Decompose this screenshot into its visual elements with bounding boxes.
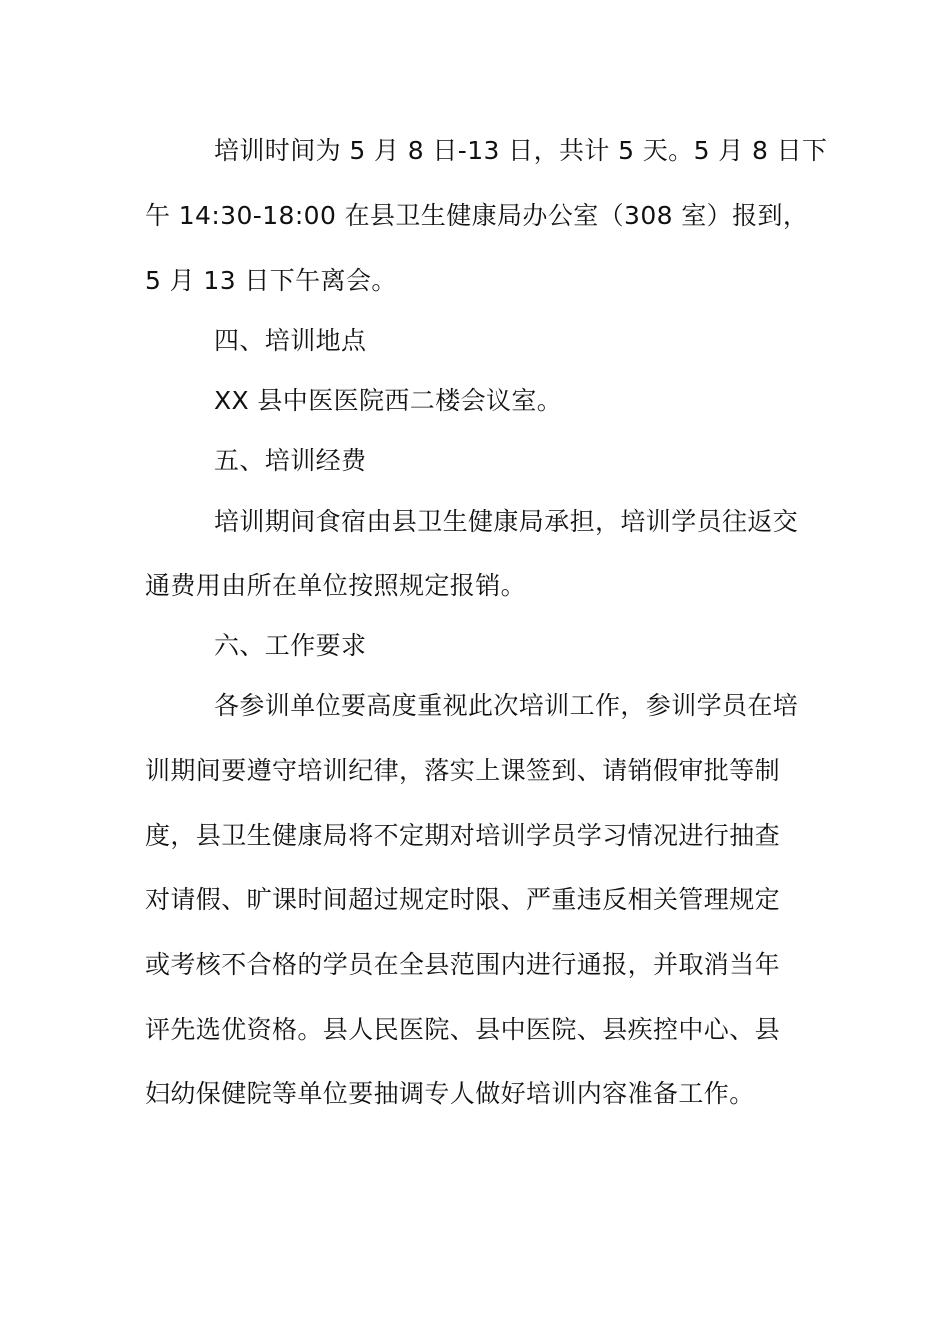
paragraph-requirements-line-7: 妇幼保健院等单位要抽调专人做好培训内容准备工作。 [145,1079,755,1108]
paragraph-funding-line-2: 通费用由所在单位按照规定报销。 [145,571,527,600]
paragraph-requirements-line-2: 训期间要遵守培训纪律，落实上课签到、请销假审批等制 [145,756,781,785]
paragraph-requirements-line-3: 度，县卫生健康局将不定期对培训学员学习情况进行抽查 [145,821,781,850]
paragraph-training-location: XX 县中医医院西二楼会议室。 [214,386,563,415]
heading-work-requirements: 六、工作要求 [214,631,367,660]
heading-training-location: 四、培训地点 [214,326,367,355]
paragraph-requirements-line-1: 各参训单位要高度重视此次培训工作，参训学员在培 [214,691,799,720]
paragraph-requirements-line-5: 或考核不合格的学员在全县范围内进行通报，并取消当年 [145,950,781,979]
paragraph-requirements-line-4: 对请假、旷课时间超过规定时限、严重违反相关管理规定 [145,885,781,914]
paragraph-training-time-line-2: 午 14:30-18:00 在县卫生健康局办公室（308 室）报到， [145,201,809,230]
paragraph-funding-line-1: 培训期间食宿由县卫生健康局承担，培训学员往返交 [214,507,799,536]
heading-training-funding: 五、培训经费 [214,446,367,475]
paragraph-training-time-line-1: 培训时间为 5 月 8 日-13 日，共计 5 天。5 月 8 日下 [214,136,828,165]
paragraph-training-time-line-3: 5 月 13 日下午离会。 [145,266,397,295]
paragraph-requirements-line-6: 评先选优资格。县人民医院、县中医院、县疾控中心、县 [145,1015,781,1044]
